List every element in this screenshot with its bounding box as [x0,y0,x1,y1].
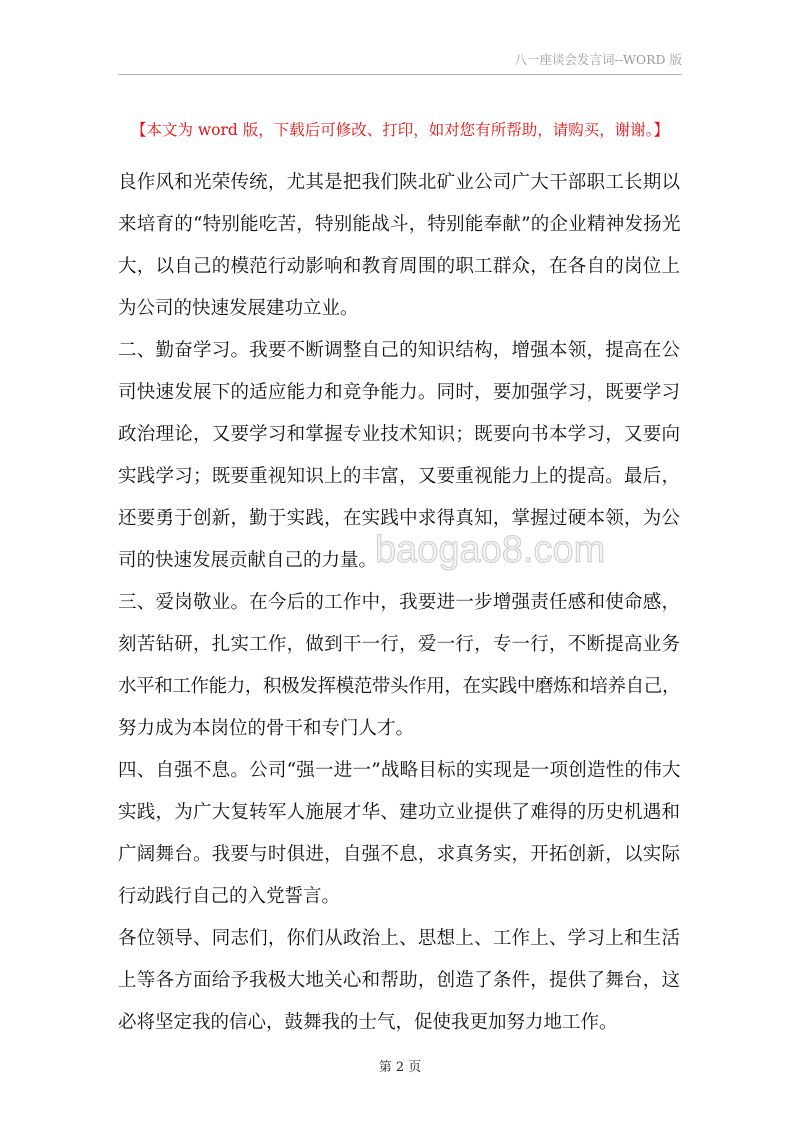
text-line: 四、自强不息。公司“强一进一”战略目标的实现是一项创造性的伟大 [118,760,680,781]
text-line: 行动践行自己的入党誓言。 [118,886,341,907]
header-rule [118,74,682,75]
paragraph-3 [118,582,680,750]
page-number: 第 2 页 [378,1060,422,1075]
text-line: 来培育的“特别能吃苦，特别能战斗，特别能奉献”的企业精神发扬光 [118,214,680,235]
text-line: 司快速发展下的适应能力和竞争能力。同时，要加强学习，既要学习 [118,382,680,403]
paragraph-5 [118,918,680,1044]
text-line: 二、勤奋学习。我要不断调整自己的知识结构，增强本领，提高在公 [118,340,680,361]
text-line: 政治理论，又要学习和掌握专业技术知识；既要向书本学习，又要向 [118,424,680,445]
text-line: 实践，为广大复转军人施展才华、建功立业提供了难得的历史机遇和 [118,802,680,823]
paragraph-4 [118,750,680,918]
text-line: 必将坚定我的信心，鼓舞我的士气，促使我更加努力地工作。 [118,1012,618,1033]
body-text [118,162,680,1044]
text-line: 各位领导、同志们，你们从政治上、思想上、工作上、学习上和生活 [118,928,680,949]
text-line: 水平和工作能力，积极发挥模范带头作用，在实践中磨炼和培养自己， [118,676,680,697]
text-line: 三、爱岗敬业。在今后的工作中，我要进一步增强责任感和使命感， [118,592,680,613]
paragraph-2 [118,330,680,582]
purchase-notice: 【本文为 word 版，下载后可修改、打印，如对您有所帮助，请购买，谢谢。】 [130,121,670,139]
text-line: 刻苦钻研，扎实工作，做到干一行，爱一行，专一行，不断提高业务 [118,634,680,655]
text-line: 实践学习；既要重视知识上的丰富，又要重视能力上的提高。最后， [118,466,680,487]
text-line: 还要勇于创新，勤于实践，在实践中求得真知，掌握过硬本领，为公 [118,508,680,529]
watermark: baogao8.com [375,529,606,571]
text-line: 广阔舞台。我要与时俱进，自强不息，求真务实，开拓创新，以实际 [118,844,680,865]
text-line: 上等各方面给予我极大地关心和帮助，创造了条件，提供了舞台，这 [118,970,680,991]
paragraph-1 [118,162,680,330]
running-header: 八一座谈会发言词--WORD 版 [514,52,682,67]
text-line: 为公司的快速发展建功立业。 [118,298,359,319]
text-line: 努力成为本岗位的骨干和专门人才。 [118,718,415,739]
text-line: 大，以自己的模范行动影响和教育周围的职工群众，在各自的岗位上 [118,256,680,277]
text-line: 司的快速发展贡献自己的力量。 [118,550,378,571]
text-line: 良作风和光荣传统，尤其是把我们陕北矿业公司广大干部职工长期以 [118,172,680,193]
